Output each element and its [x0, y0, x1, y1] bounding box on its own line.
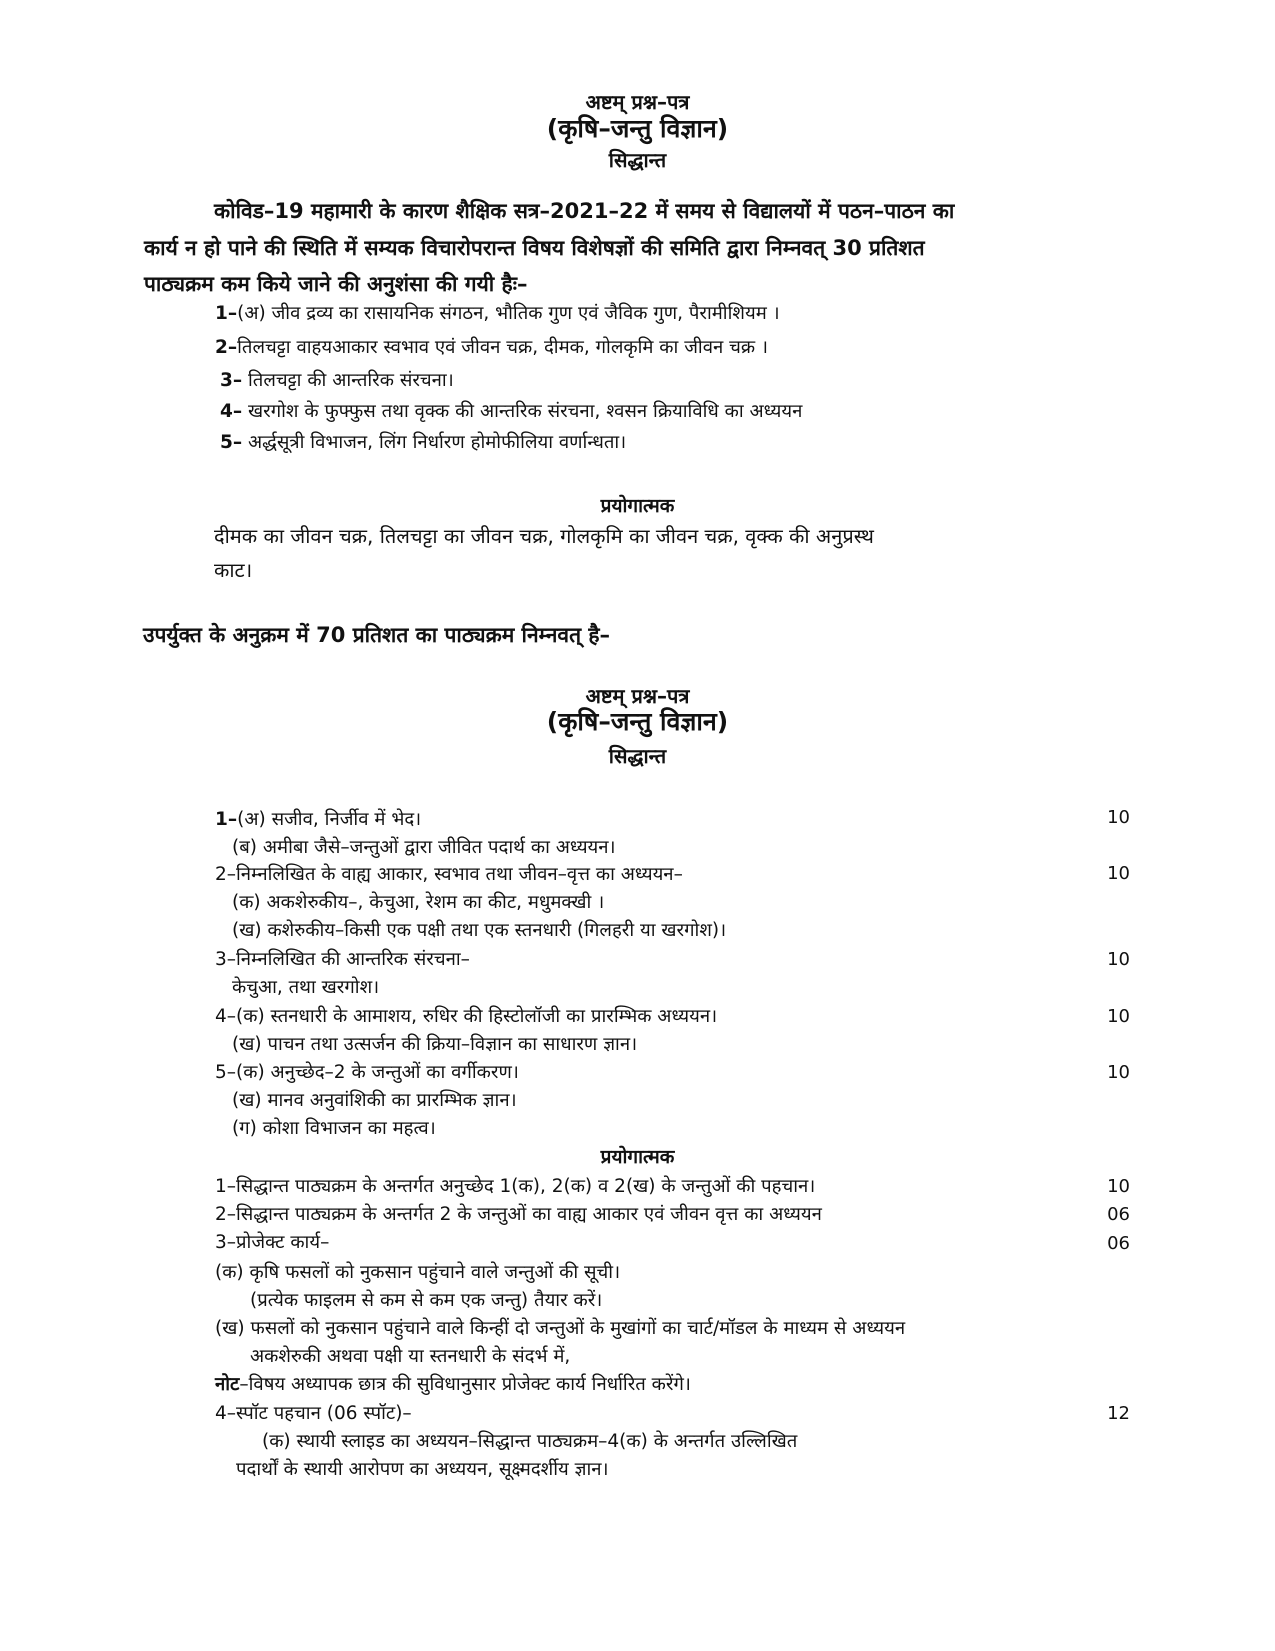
subject-title-1: (कृषि–जन्तु विज्ञान) [546, 114, 729, 143]
reduced-item-2 [215, 334, 768, 359]
theory-num: 1– [215, 809, 238, 830]
theory-line-11: (ख) मानव अनुवांशिकी का प्रारम्भिक ज्ञान। [232, 1090, 517, 1111]
theory-marks-4: 10 [1107, 1006, 1130, 1027]
practical-marks-4: 12 [1107, 1403, 1130, 1424]
reduced-practical-heading: प्रयोगात्मक [600, 495, 675, 517]
theory-marks-2: 10 [1107, 863, 1130, 884]
theory-line-7: केचुआ, तथा खरगोश। [232, 977, 380, 998]
reduced-item-num: 4– [220, 401, 243, 422]
theory-text: (अ) सजीव, निर्जीव में भेद। [237, 809, 422, 830]
intro-line-3: पाठ्यक्रम कम किये जाने की अनुशंसा की गयी हैः– [144, 272, 528, 296]
theory-line-4: (क) अकशेरुकीय–, केचुआ, रेशम का कीट, मधुमक्खी । [232, 892, 605, 913]
theory-marks-1: 10 [1107, 807, 1130, 828]
reduced-item-text: अर्द्धसूत्री विभाजन, लिंग निर्धारण होमोफीलिया वर्णान्धता। [242, 432, 627, 453]
practical-line-6: (ख) फसलों को नुकसान पहुंचाने वाले किन्हीं दो जन्तुओं के मुखांगों का चार्ट/मॉडल के माध्यम से अध्ययन [215, 1318, 906, 1339]
reduced-item-num: 3– [220, 370, 243, 391]
theory-line-10: 5–(क) अनुच्छेद–2 के जन्तुओं का वर्गीकरण। [215, 1062, 519, 1083]
practical-heading: प्रयोगात्मक [600, 1146, 675, 1168]
practical-line-2: 2–सिद्धान्त पाठ्यक्रम के अन्तर्गत 2 के जन्तुओं का वाह्य आकार एवं जीवन वृत्त का अध्ययन [215, 1204, 822, 1225]
subject-title-2: (कृषि–जन्तु विज्ञान) [546, 707, 729, 736]
practical-line-5: (प्रत्येक फाइलम से कम से कम एक जन्तु) तैयार करें। [250, 1290, 603, 1311]
reduced-practical-line-1: दीमक का जीवन चक्र, तिलचट्टा का जीवन चक्र, गोलकृमि का जीवन चक्र, वृक्क की अनुप्रस्थ [214, 524, 874, 548]
intro-line-1: कोविड–19 महामारी के कारण शैक्षिक सत्र–2021–22 में समय से विद्यालयों में पठन–पाठन का [214, 199, 955, 223]
paper-title-2: अष्टम् प्रश्न–पत्र [585, 684, 690, 708]
intro-line-2: कार्य न हो पाने की स्थिति में सम्यक विचारोपरान्त विषय विशेषज्ञों की समिति द्वारा निम्नवत् 30 प्रतिशत [144, 236, 925, 260]
practical-line-8: 4–स्पॉट पहचान (06 स्पॉट)– [215, 1403, 412, 1424]
practical-line-3: 3–प्रोजेक्ट कार्य– [215, 1232, 330, 1253]
theory-marks-3: 10 [1107, 949, 1130, 970]
reduced-item-text: (अ) जीव द्रव्य का रासायनिक संगठन, भौतिक गुण एवं जैविक गुण, पैरामीशियम । [237, 303, 780, 324]
note-text: –विषय अध्यापक छात्र की सुविधानुसार प्रोजेक्ट कार्य निर्धारित करेंगे। [239, 1374, 691, 1395]
practical-line-7: अकशेरुकी अथवा पक्षी या स्तनधारी के संदर्भ में, [250, 1346, 571, 1367]
practical-line-9: (क) स्थायी स्लाइड का अध्ययन–सिद्धान्त पाठ्यक्रम–4(क) के अन्तर्गत उल्लिखित [262, 1431, 798, 1452]
theory-line-3: 2–निम्नलिखित के वाह्य आकार, स्वभाव तथा जीवन–वृत्त का अध्ययन– [215, 864, 683, 885]
reduced-item-text: खरगोश के फुफ्फुस तथा वृक्क की आन्तरिक संरचना, श्वसन क्रियाविधि का अध्ययन [242, 401, 803, 422]
theory-line-9: (ख) पाचन तथा उत्सर्जन की क्रिया–विज्ञान का साधारण ज्ञान। [232, 1034, 638, 1055]
reduced-practical-line-2: काट। [214, 558, 253, 582]
practical-line-1: 1–सिद्धान्त पाठ्यक्रम के अन्तर्गत अनुच्छेद 1(क), 2(क) व 2(ख) के जन्तुओं की पहचान। [215, 1176, 816, 1197]
reduced-item-text: तिलचट्टा वाहयआकार स्वभाव एवं जीवन चक्र, दीमक, गोलकृमि का जीवन चक्र । [237, 337, 768, 358]
practical-line-10: पदार्थों के स्थायी आरोपण का अध्ययन, सूक्ष्मदर्शीय ज्ञान। [236, 1459, 609, 1480]
theory-marks-5: 10 [1107, 1062, 1130, 1083]
reduced-item-5 [220, 429, 626, 454]
part-title-2: सिद्धान्त [608, 744, 667, 768]
theory-line-1 [215, 806, 421, 831]
note-label: नोट [215, 1374, 240, 1395]
theory-line-2: (ब) अमीबा जैसे–जन्तुओं द्वारा जीवित पदार्थ का अध्ययन। [232, 837, 616, 858]
theory-line-5: (ख) कशेरुकीय–किसी एक पक्षी तथा एक स्तनधारी (गिलहरी या खरगोश)। [232, 920, 727, 941]
part-title-1: सिद्धान्त [608, 148, 667, 172]
reduced-item-num: 1– [215, 303, 238, 324]
practical-marks-3: 06 [1107, 1233, 1130, 1254]
practical-note [215, 1371, 691, 1396]
theory-line-8: 4–(क) स्तनधारी के आमाशय, रुधिर की हिस्टोलॉजी का प्रारम्भिक अध्ययन। [215, 1006, 718, 1027]
practical-line-4: (क) कृषि फसलों को नुकसान पहुंचाने वाले जन्तुओं की सूची। [215, 1262, 621, 1283]
practical-marks-2: 06 [1107, 1204, 1130, 1225]
theory-line-12: (ग) कोशा विभाजन का महत्व। [232, 1118, 436, 1139]
reduced-item-4 [220, 398, 802, 423]
paper-title-1: अष्टम् प्रश्न–पत्र [585, 90, 690, 114]
reduced-item-num: 5– [220, 432, 243, 453]
practical-marks-1: 10 [1107, 1176, 1130, 1197]
reduced-item-3 [220, 367, 454, 392]
reduced-item-1 [215, 300, 780, 325]
theory-line-6: 3–निम्नलिखित की आन्तरिक संरचना– [215, 949, 470, 970]
transition-text: उपर्युक्त के अनुक्रम में 70 प्रतिशत का पाठ्यक्रम निम्नवत् है– [143, 623, 610, 647]
reduced-item-num: 2– [215, 337, 238, 358]
reduced-item-text: तिलचट्टा की आन्तरिक संरचना। [242, 370, 454, 391]
